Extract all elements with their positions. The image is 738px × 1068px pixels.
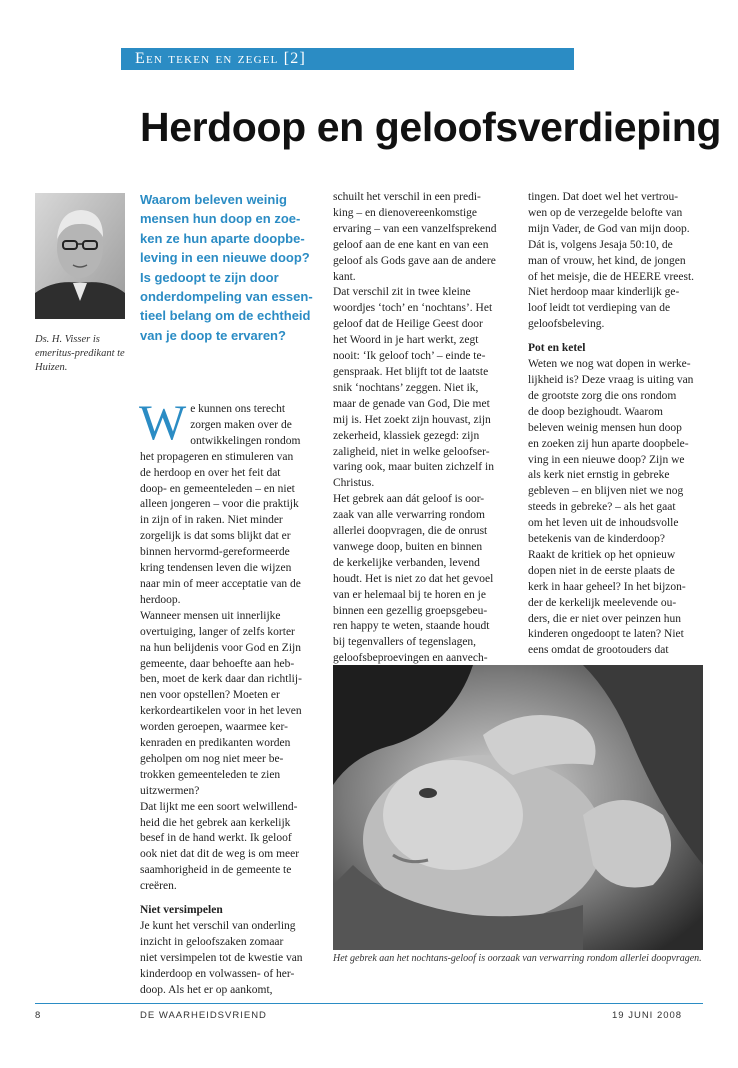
lead-line: onderdompeling van essen- [140, 289, 313, 305]
column-1-text-after [140, 919, 325, 999]
text-line: de doop bezighoudt. Waarom [528, 405, 663, 418]
body-column-2 [333, 190, 518, 667]
text-line: herdoop. [140, 593, 181, 606]
text-line: beleven weinig mensen hun doop [528, 421, 682, 434]
text-line: vanwege doop, buiten en binnen [333, 540, 483, 553]
text-line: alleen jongeren – voor die praktijk [140, 498, 299, 511]
text-line: inzicht in geloofszaken zomaar [140, 935, 284, 948]
text-line: kerk in haar geheel? In het bijzon- [528, 580, 686, 593]
text-line: uitzwermen? [140, 784, 200, 797]
text-line: heid die het gebrek aan kerkelijk [140, 816, 291, 829]
text-line: Dat verschil zit in twee kleine [333, 286, 471, 299]
text-line: ervaring – van een vanzelfsprekend [333, 222, 497, 235]
text-line: nen voor opstellen? Moeten er [140, 689, 280, 702]
text-line: mij is. Het zoekt zijn houvast, zijn [333, 413, 491, 426]
text-line: het Woord in je hart werkt, zegt [333, 334, 479, 347]
text-line: ook niet dat dit de weg is om meer [140, 848, 300, 861]
text-line: Weten we nog wat dopen in werke- [528, 358, 691, 371]
text-line: geloof dat de Heilige Geest door [333, 318, 483, 331]
dropcap: W [139, 394, 187, 450]
text-line: king – en dienovereenkomstige [333, 206, 478, 219]
author-caption-line: Huizen. [35, 362, 68, 373]
text-line: en zoeken zij hun aparte doopbele- [528, 437, 689, 450]
text-line: Het gebrek aan dát geloof is oor- [333, 493, 485, 506]
text-line: Dat lijkt me een soort welwillend- [140, 800, 298, 813]
text-line: kinderdoop en volwassen- of her- [140, 967, 295, 980]
lead-line: leving in een nieuwe doop? [140, 250, 310, 266]
text-line: varing ook, maar buiten zichzelf in [333, 461, 494, 474]
text-line: kinderen ongedoopt te laten? Niet [528, 628, 684, 641]
text-line: mijn Vader, de God van mijn doop. [528, 222, 690, 235]
text-line: tingen. Dat doet wel het vertrou- [528, 191, 679, 203]
text-line: als kerk niet ernstig in gebreke [528, 469, 670, 482]
text-line: kant. [333, 270, 356, 283]
text-line: binnen een gezellig groepsgebeu- [333, 604, 488, 617]
text-line: ontwikkelingen rondom [190, 434, 301, 447]
text-line: het propageren en stimuleren van [140, 450, 294, 463]
lead-line: tieel belang om de echtheid [140, 308, 311, 324]
text-line: wen op de verzegelde belofte van [528, 206, 683, 219]
text-line: naar min of meer acceptatie van de [140, 577, 301, 590]
text-line: eens omdat de grootouders dat [528, 644, 669, 657]
text-line: dopen niet in de eerste plaats de [528, 564, 675, 577]
lead-line: mensen hun doop en zoe- [140, 211, 301, 227]
text-line: kring tendensen leven die wijzen [140, 562, 292, 575]
text-line: Niet herdoop maar kinderlijk ge- [528, 286, 680, 299]
text-line: om het leven uit de inhoudsvolle [528, 517, 679, 530]
text-line: schuilt het verschil in een predi- [333, 191, 481, 203]
text-line: van er helemaal bij te horen en je [333, 588, 486, 601]
text-line: saamhorigheid in de gemeente te [140, 864, 292, 877]
text-line: Wanneer mensen uit innerlijke [140, 609, 281, 622]
text-line: steeds in gebreke? – als het gaat [528, 501, 676, 514]
text-line: nooit: ‘Ik geloof toch’ – einde te- [333, 350, 486, 363]
text-line: kerkordeartikelen voor in het leven [140, 705, 302, 718]
text-line: overtuiging, langer of zelfs korter [140, 625, 295, 638]
text-line: trokken gemeenteleden te zien [140, 768, 281, 781]
text-line: gebleven – en blijven niet we nog [528, 485, 684, 498]
text-line: ben, moet de kerk daar dan richtlij- [140, 673, 302, 686]
series-label: Een teken en zegel [2] [135, 50, 307, 67]
author-portrait [35, 193, 125, 319]
page-number: 8 [35, 1010, 42, 1021]
text-line: zaligheid, niet in welke geloofser- [333, 445, 490, 458]
photo-caption: Het gebrek aan het nochtans-geloof is oorzaak van verwarring rondom allerlei doopvragen. [333, 953, 702, 964]
text-line: zorgelijk is dat soms blijkt dat er [140, 530, 291, 543]
text-line: doop- en gemeenteleden – en niet [140, 482, 295, 495]
text-line: geloof als Gods gave aan de andere [333, 254, 496, 267]
text-line: Je kunt het verschil van onderling [140, 920, 296, 932]
text-line: allerlei doopvragen, die de onrust [333, 525, 488, 538]
text-line: in zijn of in raken. Niet minder [140, 514, 283, 527]
text-line: geloof aan de ene kant en van een [333, 238, 489, 251]
text-line: woordjes ‘toch’ en ‘nochtans’. Het [333, 302, 493, 315]
text-line: binnen hervormd-gereformeerde [140, 546, 290, 559]
text-line: houdt. Het is niet zo dat het gevoel [333, 572, 494, 585]
author-caption-line: Ds. H. Visser is [35, 334, 100, 345]
text-line: kenraden en predikanten worden [140, 737, 291, 750]
paragraph-gap [140, 895, 325, 903]
text-line: Christus. [333, 477, 375, 490]
footer-rule [35, 1003, 703, 1004]
column-3-text [528, 190, 708, 333]
column-1-text [140, 450, 325, 895]
text-line: gemeente, daar behoefte aan heb- [140, 657, 295, 670]
baptism-photo [333, 665, 703, 950]
text-line: loof leidt tot verdieping van de [528, 302, 671, 315]
column-3-text-after [528, 357, 708, 659]
text-line: worden geroepen, waarmee ker- [140, 721, 288, 734]
text-line: ders, die er niet over peinzen hun [528, 612, 681, 625]
text-line: creëren. [140, 880, 177, 893]
text-line: zekerheid, klassiek gezegd: zijn [333, 429, 480, 442]
body-column-3 [528, 190, 708, 659]
dropcap-block [139, 394, 325, 450]
text-line: geloofsbeleving. [528, 318, 605, 331]
text-line: betekenis van de kinderdoop? [528, 533, 665, 546]
text-line: Dát is, volgens Jesaja 50:10, de [528, 238, 673, 251]
text-line: na hun belijdenis voor God en Zijn [140, 641, 301, 654]
text-line: maar de genade van God, Die met [333, 397, 490, 410]
lead-line: Is gedoopt te zijn door [140, 269, 279, 285]
issue-date: 19 JUNI 2008 [612, 1010, 683, 1021]
text-line: doop. Als het er op aankomt, [140, 983, 273, 996]
text-line: niet versimpelen tot de kwestie van [140, 951, 303, 964]
text-line: geloofsbeproevingen en aanvech- [333, 652, 488, 665]
lead-line: ken ze hun aparte doopbe- [140, 230, 305, 246]
subheading-niet-versimpelen [140, 903, 325, 919]
text-line: genspraak. Het blijft tot de laatste [333, 365, 489, 378]
text-line: der de kerkelijk meelevende ou- [528, 596, 677, 609]
body-column-1 [139, 394, 325, 999]
subheading-text: Pot en ketel [528, 342, 586, 355]
text-line: besef in de hand werkt. Ik geloof [140, 832, 292, 845]
text-line: de kerkelijke verbanden, levend [333, 556, 480, 569]
lead-paragraph [140, 190, 320, 345]
author-caption [35, 333, 127, 375]
text-line: zorgen maken over de [190, 418, 292, 431]
subheading-text: Niet versimpelen [140, 904, 223, 917]
article-title: Herdoop en geloofsverdieping [140, 104, 722, 150]
lead-line: van je doop te ervaren? [140, 327, 286, 343]
text-line: of het meisje, die de HEERE vreest. [528, 270, 695, 283]
text-line: de herdoop en over het feit dat [140, 466, 281, 479]
text-line: lijkheid is? Deze vraag is uiting van [528, 373, 694, 386]
paragraph-gap [528, 333, 708, 341]
text-line: zaak van alle verwarring rondom [333, 509, 485, 522]
text-line: geholpen om nog niet meer be- [140, 752, 284, 765]
lead-line: Waarom beleven weinig [140, 192, 287, 207]
text-line: e kunnen ons terecht [190, 403, 286, 415]
subheading-pot-en-ketel [528, 341, 708, 357]
text-line: bij tegenvallers of tegenslagen, [333, 636, 477, 649]
text-line: ving in een nieuwe doop? Zijn we [528, 453, 685, 466]
publication-name: DE WAARHEIDSVRIEND [140, 1010, 267, 1021]
text-line: man of vrouw, het kind, de jongen [528, 254, 686, 267]
text-line: ren happy te weten, staande houdt [333, 620, 490, 633]
text-line: Raakt de kritiek op het opnieuw [528, 548, 676, 561]
author-caption-line: emeritus-predikant te [35, 348, 125, 359]
text-line: snik ‘nochtans’ zeggen. Niet ik, [333, 381, 479, 394]
text-line: de grootste zorg die ons rondom [528, 389, 677, 402]
